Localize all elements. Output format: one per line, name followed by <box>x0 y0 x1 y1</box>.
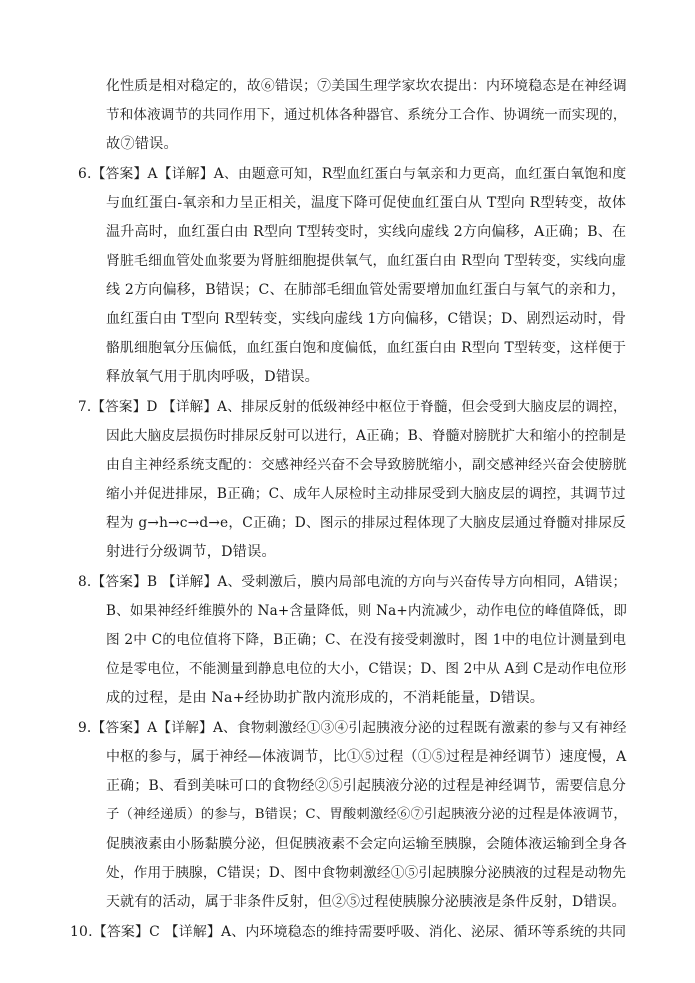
text-line: 位是零电位，不能测量到静息电位的大小，C错误；D、图 2中从 A到 C是动作电位形 <box>106 661 627 677</box>
text-line: 肾脏毛细血管处血浆要为肾脏细胞提供氧气，血红蛋白由 R型向 T型转变，实线向虚 <box>106 253 627 269</box>
text-line: 节和体液调节的共同作用下，通过机体各种器官、系统分工合作、协调统一而实现的， <box>106 107 627 123</box>
text-line: 10.【答案】C 【详解】A、内环境稳态的维持需要呼吸、消化、泌尿、循环等系统的共同 <box>70 924 627 940</box>
text-line: 处，作用于胰腺，C错误；D、图中食物刺激经①⑤引起胰腺分泌胰液的过程是动物先 <box>106 865 627 881</box>
text-line: B、如果神经纤维膜外的 Na+含量降低，则 Na+内流减少，动作电位的峰值降低，即 <box>106 603 628 619</box>
text-line: 缩小并促进排尿，B正确；C、成年人尿检时主动排尿受到大脑皮层的调控，其调节过 <box>106 486 626 502</box>
text-line: 成的过程，是由 Na+经协助扩散内流形成的，不消耗能量，D错误。 <box>106 690 545 706</box>
text-line: 温升高时，血红蛋白由 R型向 T型转变时，实线向虚线 2方向偏移，A正确；B、在 <box>106 224 627 240</box>
text-line: 程为 g→h→c→d→e，C正确；D、图示的排尿过程体现了大脑皮层通过脊髓对排尿反 <box>106 515 627 531</box>
text-line: 子（神经递质）的参与，B错误；C、胃酸刺激经⑥⑦引起胰液分泌的过程是体液调节， <box>106 807 627 822</box>
text-line: 促胰液素由小肠黏膜分泌，但促胰液素不会定向运输至胰腺，会随体液运输到全身各 <box>106 836 627 852</box>
text-line: 正确；B、看到美味可口的食物经②⑤引起胰液分泌的过程是神经调节，需要信息分 <box>106 778 626 794</box>
text-line: 故⑦错误。 <box>106 136 178 152</box>
text-line: 8.【答案】B 【详解】A、受刺激后，膜内局部电流的方向与兴奋传导方向相同，A错误； <box>78 574 627 590</box>
text-line: 化性质是相对稳定的，故⑥错误；⑦美国生理学家坎农提出：内环境稳态是在神经调 <box>106 78 627 94</box>
text-line: 6.【答案】A【详解】A、由题意可知，R型血红蛋白与氧亲和力更高，血红蛋白氧饱和度 <box>78 166 627 182</box>
text-line: 由自主神经系统支配的：交感神经兴奋不会导致膀胱缩小，副交感神经兴奋会使膀胱 <box>106 457 627 473</box>
text-line: 图 2中 C的电位值将下降，B正确；C、在没有接受刺激时，图 1中的电位计测量到电 <box>106 632 627 648</box>
text-line: 线 2方向偏移，B错误；C、在肺部毛细血管处需要增加血红蛋白与氧气的亲和力， <box>106 282 626 298</box>
text-line: 血红蛋白由 T型向 R型转变，实线向虚线 1方向偏移，C错误；D、剧烈运动时，骨 <box>106 311 627 327</box>
text-line: 天就有的活动，属于非条件反射，但②⑤过程使胰腺分泌胰液是条件反射，D错误。 <box>106 894 626 910</box>
text-line: 骼肌细胞氧分压偏低，血红蛋白饱和度偏低，血红蛋白由 R型向 T型转变，这样便于 <box>106 340 627 356</box>
text-line: 与血红蛋白-氧亲和力呈正相关，温度下降可促使血红蛋白从 T型向 R型转变，故体 <box>106 195 627 211</box>
text-line: 7.【答案】D 【详解】A、排尿反射的低级神经中枢位于脊髓，但会受到大脑皮层的调控， <box>78 399 627 415</box>
text-line: 射进行分级调节，D错误。 <box>106 544 276 560</box>
text-line: 中枢的参与，属于神经—体液调节，比①⑤过程（①⑤过程是神经调节）速度慢，A <box>106 749 627 765</box>
text-line: 9.【答案】A【详解】A、食物刺激经①③④引起胰液分泌的过程既有激素的参与又有神经 <box>78 720 627 736</box>
text-line: 释放氧气用于肌肉呼吸，D错误。 <box>106 369 320 385</box>
text-line: 因此大脑皮层损伤时排尿反射可以进行，A正确；B、脊髓对膀胱扩大和缩小的控制是 <box>106 428 627 444</box>
